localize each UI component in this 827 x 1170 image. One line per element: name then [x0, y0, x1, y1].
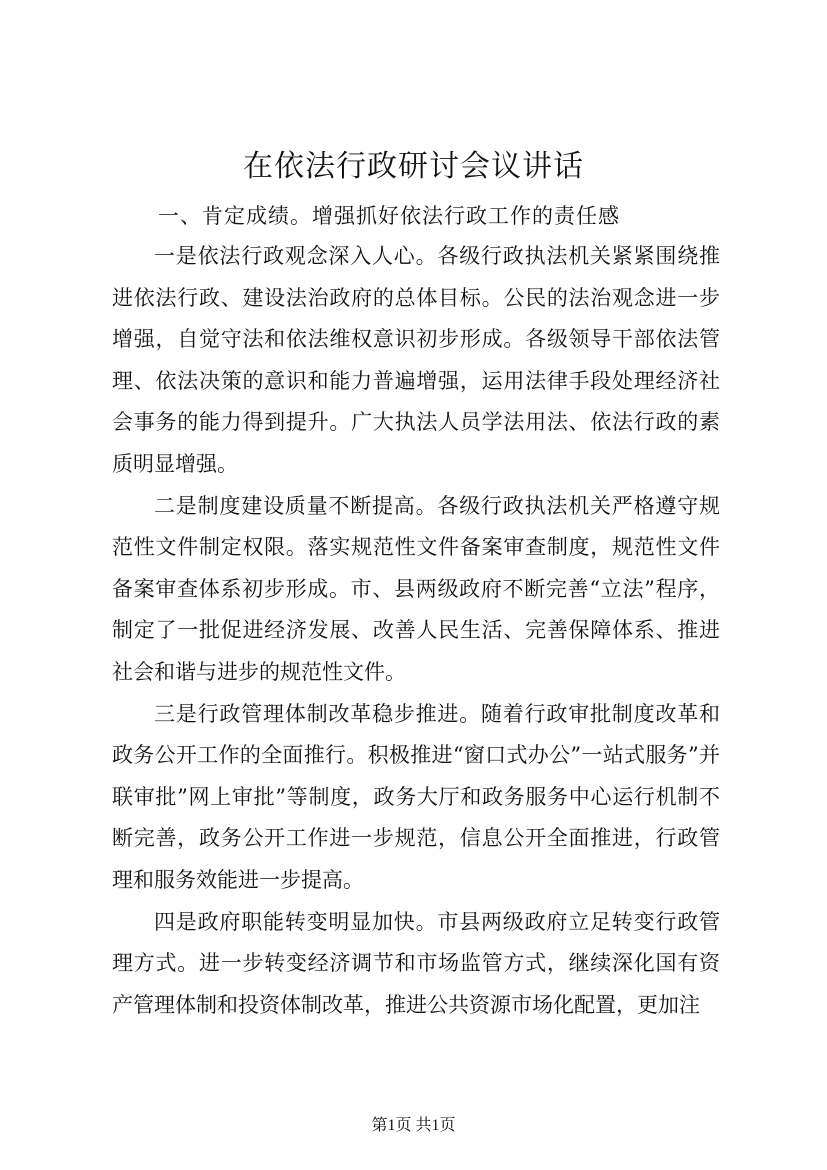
section-heading: 一、肯定成绩。增强抓好依法行政工作的责任感 — [158, 204, 620, 228]
paragraph-3: 三是行政管理体制改革稳步推进。随着行政审批制度改革和政务公开工作的全面推行。积极推进“窗口式办公”一站式服务”并联审批”网上审批”等制度，政务大厅和政务服务中心运行机制不断完善，政务公开工作进一步规范，信息公开全面推进，行政管理和服务效能进一步提高。 — [112, 701, 720, 892]
document-title: 在依法行政研讨会议讲话 — [243, 149, 584, 184]
paragraph-1: 一是依法行政观念深入人心。各级行政执法机关紧紧围绕推进依法行政、建设法治政府的总体目标。公民的法治观念进一步增强，自觉守法和依法维权意识初步形成。各级领导干部依法管理、依法决策的意识和能力普遍增强，运用法律手段处理经济社会事务的能力得到提升。广大执法人员学法用法、依法行政的素质明显增强。 — [112, 244, 720, 476]
paragraph-4: 四是政府职能转变明显加快。市县两级政府立足转变行政管理方式。进一步转变经济调节和市场监管方式，继续深化国有资产管理体制和投资体制改革，推进公共资源市场化配置，更加注 — [112, 909, 720, 1017]
page-footer: 第1页 共1页 — [371, 1117, 456, 1134]
document-body — [112, 236, 720, 1026]
paragraph-2: 二是制度建设质量不断提高。各级行政执法机关严格遵守规范性文件制定权限。落实规范性文件备案审查制度，规范性文件备案审查体系初步形成。市、县两级政府不断完善“立法”程序，制定了一批促进经济发展、改善人民生活、完善保障体系、推进社会和谐与进步的规范性文件。 — [112, 493, 720, 684]
